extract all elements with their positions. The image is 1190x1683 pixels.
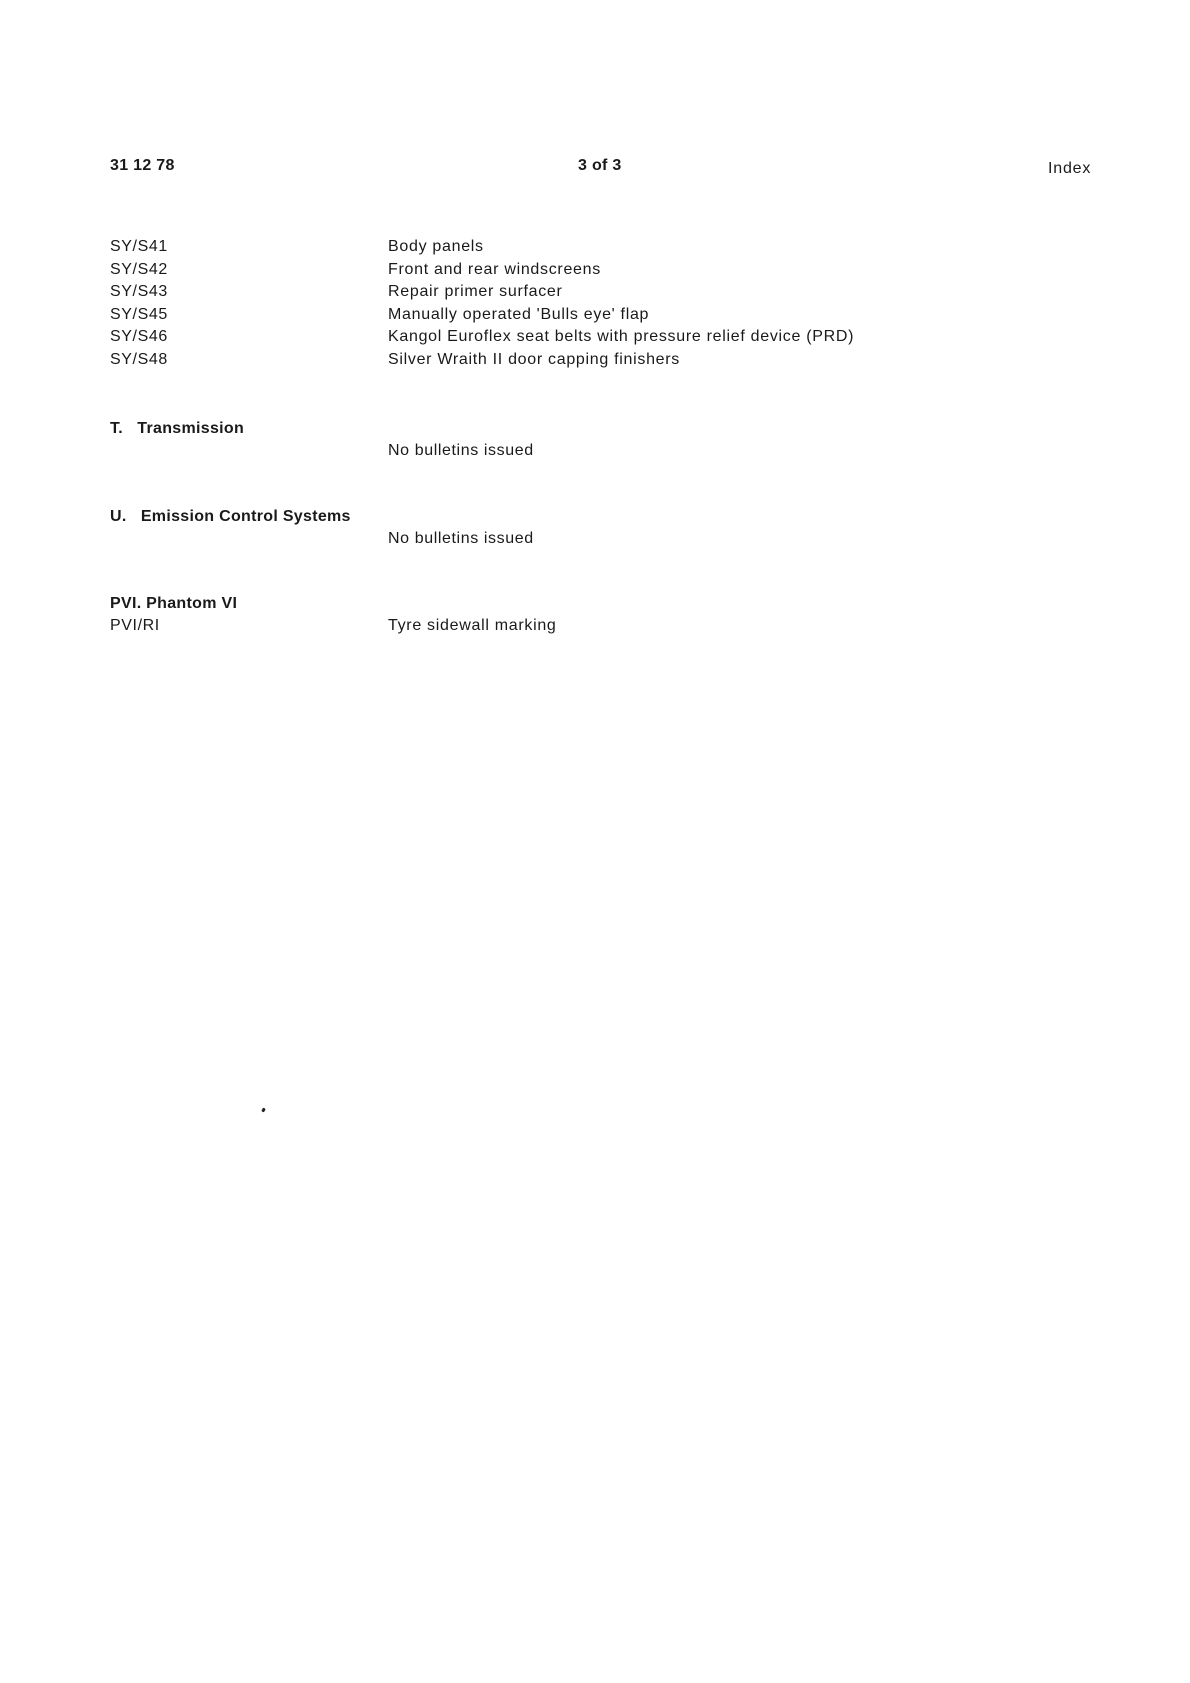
header-date: 31 12 78 xyxy=(110,157,175,174)
bulletin-description: Silver Wraith II door capping finishers xyxy=(388,350,681,368)
bulletin-description: Tyre sidewall marking xyxy=(388,617,557,634)
section-note: No bulletins issued xyxy=(388,442,534,459)
bulletin-description: Repair primer surfacer xyxy=(388,283,563,301)
bulletin-description: Body panels xyxy=(388,238,484,255)
section-phantom-vi xyxy=(110,595,557,634)
bulletin-code: SY/S46 xyxy=(110,328,168,346)
header-page-number: 3 of 3 xyxy=(578,157,622,174)
bulletin-code: SY/S42 xyxy=(110,260,168,278)
scan-speck xyxy=(261,1108,266,1113)
bulletin-code: PVI/RI xyxy=(110,617,160,634)
bulletin-code: SY/S45 xyxy=(110,305,168,323)
section-emission-control xyxy=(110,508,534,547)
section-title: PVI. Phantom VI xyxy=(110,595,238,612)
bulletin-code: SY/S43 xyxy=(110,283,168,301)
section-title: U. Emission Control Systems xyxy=(110,508,351,525)
section-title: T. Transmission xyxy=(110,420,245,437)
bulletin-code: SY/S48 xyxy=(110,350,168,368)
section-transmission xyxy=(110,420,534,459)
bulletin-description: Manually operated 'Bulls eye' flap xyxy=(388,305,650,323)
list-item xyxy=(110,617,910,639)
header-section-label: Index xyxy=(1048,160,1092,177)
section-note: No bulletins issued xyxy=(388,530,534,547)
bulletin-code: SY/S41 xyxy=(110,238,168,255)
bulletin-description: Kangol Euroflex seat belts with pressure relief device (PRD) xyxy=(388,328,855,346)
bulletin-description: Front and rear windscreens xyxy=(388,260,601,278)
